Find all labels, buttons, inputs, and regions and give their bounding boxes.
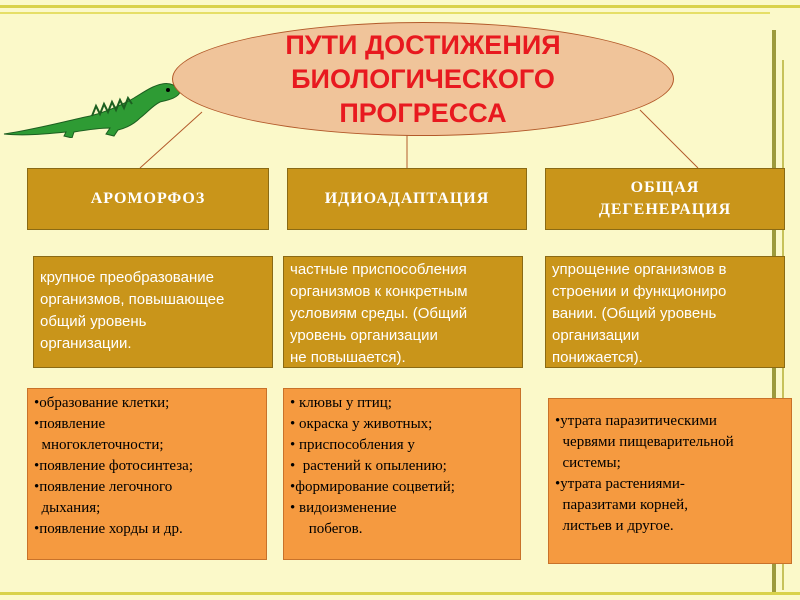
example-item: •формирование соцветий; <box>290 479 455 495</box>
definition-aromorphosis: крупное преобразование организмов, повышающее общий уровень организации. <box>33 256 273 368</box>
iguana-lizard-icon <box>2 76 182 138</box>
example-item: побегов. <box>290 521 363 537</box>
example-item: •утрата паразитическими <box>555 413 717 429</box>
heading-idioadaptation: ИДИОАДАПТАЦИЯ <box>287 168 527 230</box>
example-item: паразитами корней, <box>555 497 688 513</box>
example-item: листьев и другое. <box>555 518 674 534</box>
examples-degeneration <box>548 398 792 564</box>
example-item: • окраска у животных; <box>290 416 433 432</box>
example-item: • видоизменение <box>290 500 397 516</box>
example-item: •утрата растениями- <box>555 476 685 492</box>
example-item: многоклеточности; <box>34 437 164 453</box>
example-item: • клювы у птиц; <box>290 395 392 411</box>
example-item: •появление фотосинтеза; <box>34 458 193 474</box>
examples-aromorphosis <box>27 388 267 560</box>
example-item: •появление хорды и др. <box>34 521 183 537</box>
example-item: дыхания; <box>34 500 101 516</box>
diagram-title: ПУТИ ДОСТИЖЕНИЯ БИОЛОГИЧЕСКОГО ПРОГРЕССА <box>285 30 561 128</box>
example-item: червями пищеварительной <box>555 434 734 450</box>
example-item: •появление <box>34 416 106 432</box>
definition-degeneration: упрощение организмов в строении и функциониро вании. (Общий уровень организации понижается). <box>545 256 785 368</box>
example-item: •появление легочного <box>34 479 173 495</box>
example-item: • приспособления у <box>290 437 415 453</box>
definition-idioadaptation: частные приспособления организмов к конкретным условиям среды. (Общий уровень организации не повышается). <box>283 256 523 368</box>
examples-idioadaptation <box>283 388 521 560</box>
heading-degeneration: ОБЩАЯ ДЕГЕНЕРАЦИЯ <box>545 168 785 230</box>
title-ellipse <box>172 22 674 136</box>
example-item: • растений к опылению; <box>290 458 447 474</box>
example-item: •образование клетки; <box>34 395 170 411</box>
connector-right <box>640 110 698 168</box>
heading-aromorphosis: АРОМОРФОЗ <box>27 168 269 230</box>
example-item: системы; <box>555 455 621 471</box>
